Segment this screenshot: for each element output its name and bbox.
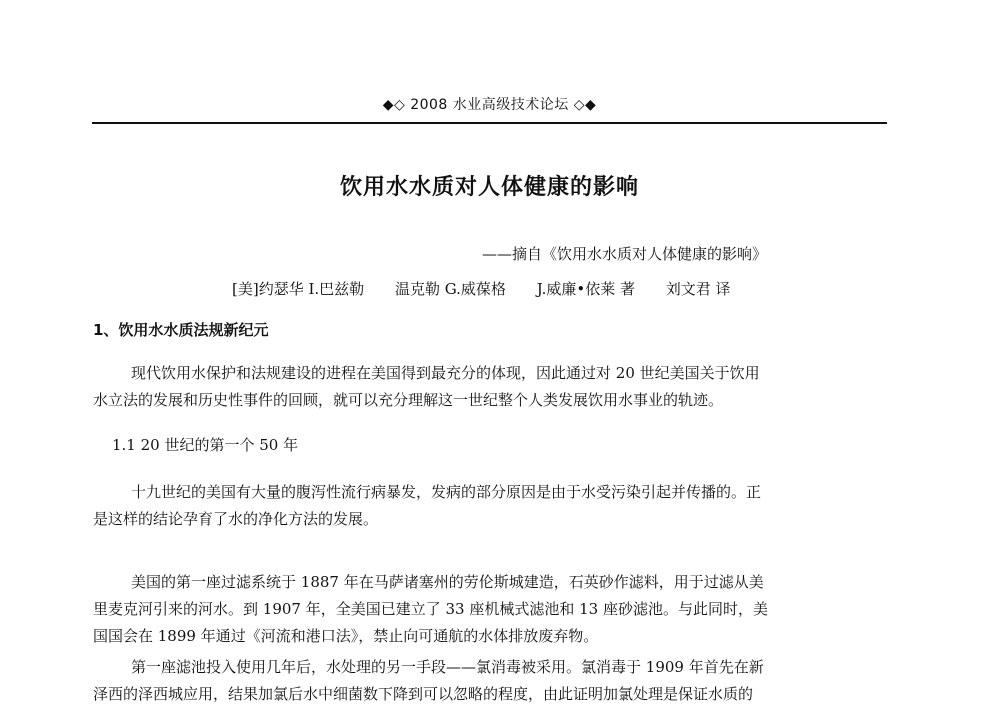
paragraph [93,569,886,650]
article-subtitle [92,242,887,266]
paragraph-line: 十九世纪的美国有大量的腹泻性流行病暴发，发病的部分原因是由于水受污染引起并传播的。正 [131,483,762,501]
subsection-heading: 1.1 20 世纪的第一个 50 年 [112,436,299,454]
translator: 刘文君 译 [665,280,731,298]
author-1: [美]约瑟华 I.巴兹勒 [232,280,365,298]
paragraph-line: 水立法的发展和历史性事件的回顾，就可以充分理解这一世纪整个人类发展饮用水事业的轨迹。 [93,391,724,409]
author-2: 温克勒 G.威葆格 [394,280,506,298]
paragraph-line: 是这样的结论孕育了水的净化方法的发展。 [93,510,379,528]
running-header [92,92,887,124]
paragraph [93,654,886,708]
article-authors [232,277,731,301]
section-heading: 1、饮用水水质法规新纪元 [93,321,269,339]
paragraph-line: 现代饮用水保护和法规建设的进程在美国得到最充分的体现，因此通过对 20 世纪美国关于饮用 [131,364,760,382]
paragraph [93,479,886,533]
paragraph-line: 国国会在 1899 年通过《河流和港口法》，禁止向可通航的水体排放废弃物。 [93,627,599,645]
paragraph-line: 第一座滤池投入使用几年后，水处理的另一手段——氯消毒被采用。氯消毒于 1909 年首先在新 [131,658,764,676]
author-3: J.威廉•依莱 著 [536,280,635,298]
paragraph [93,360,886,414]
paragraph-line: 泽西的泽西城应用，结果加氯后水中细菌数下降到可以忽略的程度，由此证明加氯处理是保证水质的 [93,685,754,703]
article-subtitle-text: ——摘自《饮用水水质对人体健康的影响》 [481,245,767,263]
paragraph-line: 美国的第一座过滤系统于 1887 年在马萨诸塞州的劳伦斯城建造，石英砂作滤料，用于过滤从美 [131,573,764,591]
paragraph-line: 里麦克河引来的河水。到 1907 年，全美国已建立了 33 座机械式滤池和 13 座砂滤池。与此同时，美 [93,600,768,618]
article-title: 饮用水水质对人体健康的影响 [339,175,639,200]
running-header-text: ◆◇ 2008 水业高级技术论坛 ◇◆ [382,97,597,113]
